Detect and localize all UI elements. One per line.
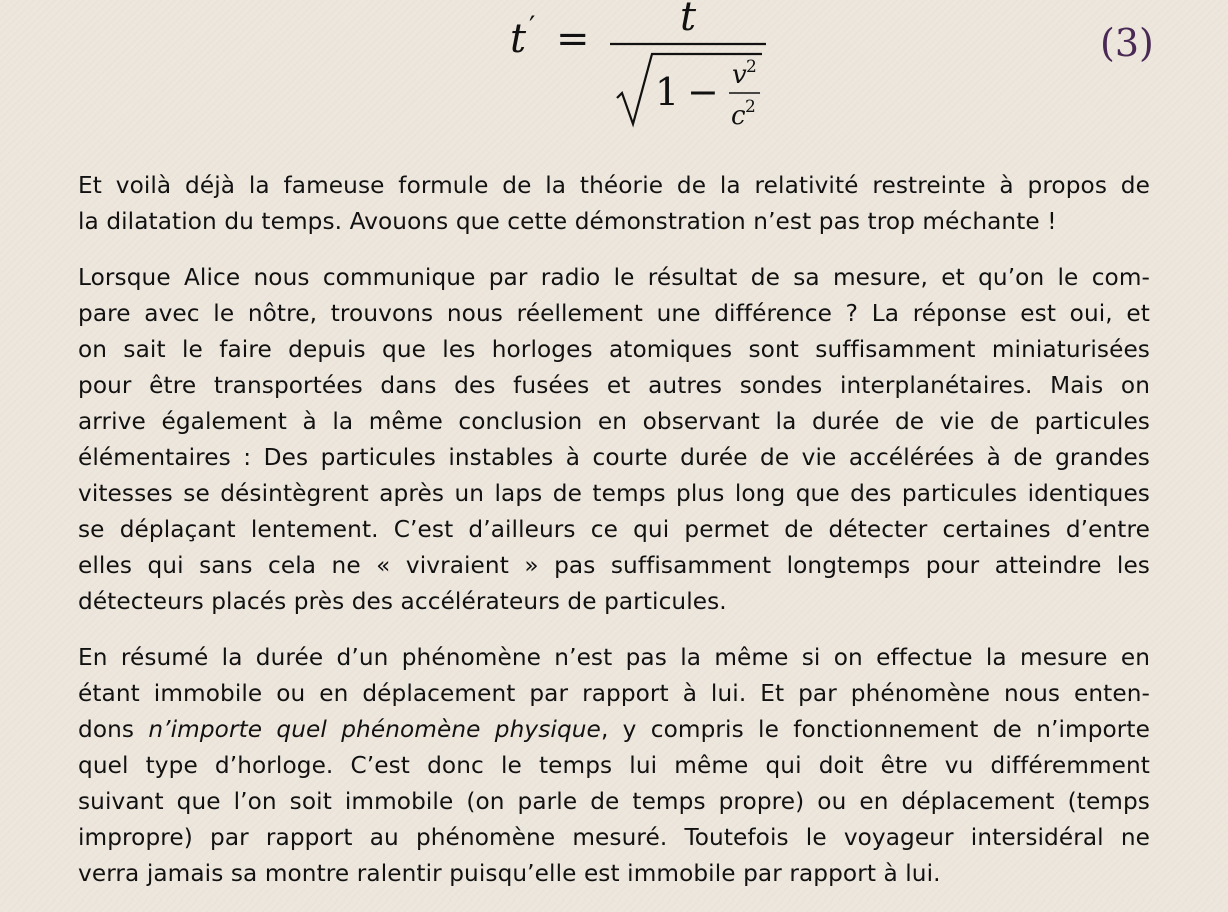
text-line: quel type d’horloge. C’est donc le temps lui même qui doit être vu différemment xyxy=(78,752,1150,779)
text-fragment: dons xyxy=(78,716,149,743)
eq-minus: − xyxy=(687,70,719,114)
paragraph-3 xyxy=(78,640,1150,892)
eq-inner-numerator: v xyxy=(732,60,747,90)
paragraph-2 xyxy=(78,260,1150,620)
text-fragment: , y compris le fonctionnement de n’importe xyxy=(600,716,1150,743)
paragraph-1 xyxy=(78,168,1150,240)
text-line: étant immobile ou en déplacement par rapport à lui. Et par phénomène nous enten- xyxy=(78,680,1150,707)
text-line: arrive également à la même conclusion en observant la durée de vie de particules xyxy=(78,408,1150,435)
text-line-with-emphasis xyxy=(78,712,1150,748)
text-line: Et voilà déjà la fameuse formule de la théorie de la relativité restreinte à propos de xyxy=(78,172,1150,199)
text-line: elles qui sans cela ne « vivraient » pas suffisamment longtemps pour atteindre les xyxy=(78,552,1150,579)
eq-numerator: t xyxy=(680,0,697,40)
text-line: impropre) par rapport au phénomène mesuré. Toutefois le voyageur intersidéral ne xyxy=(78,824,1150,851)
text-line: la dilatation du temps. Avouons que cette démonstration n’est pas trop méchante ! xyxy=(78,208,1057,235)
eq-equals: = xyxy=(556,16,590,62)
eq-prime: ′ xyxy=(529,10,536,43)
text-line: pour être transportées dans des fusées et autres sondes interplanétaires. Mais on xyxy=(78,372,1150,399)
text-line: pare avec le nôtre, trouvons nous réellement une différence ? La réponse est oui, et xyxy=(78,300,1150,327)
text-line: on sait le faire depuis que les horloges atomiques sont suffisamment miniaturisées xyxy=(78,336,1150,363)
eq-inner-numerator-exponent: 2 xyxy=(746,57,757,77)
equation-block xyxy=(0,0,1228,140)
text-line: suivant que l’on soit immobile (on parle de temps propre) ou en déplacement (temps xyxy=(78,788,1150,815)
text-line: élémentaires : Des particules instables à courte durée de vie accélérées à de grandes xyxy=(78,444,1150,471)
eq-inner-denominator-exponent: 2 xyxy=(745,97,756,117)
eq-one: 1 xyxy=(655,70,680,114)
text-line: Lorsque Alice nous communique par radio le résultat de sa mesure, et qu’on le com- xyxy=(78,264,1150,291)
eq-inner-denominator: c xyxy=(731,101,746,131)
equation-svg xyxy=(0,0,1228,140)
text-line: En résumé la durée d’un phénomène n’est pas la même si on effectue la mesure en xyxy=(78,644,1150,671)
text-line: verra jamais sa montre ralentir puisqu’elle est immobile par rapport à lui. xyxy=(78,860,941,887)
eq-lhs: t xyxy=(510,16,527,62)
emphasized-text: n’importe quel phénomène physique xyxy=(148,716,601,743)
equation-number: (3) xyxy=(1100,21,1154,65)
text-line: vitesses se désintègrent après un laps de temps plus long que des particules identiques xyxy=(78,480,1150,507)
text-line: se déplaçant lentement. C’est d’ailleurs ce qui permet de détecter certaines d’entre xyxy=(78,516,1150,543)
text-line: détecteurs placés près des accélérateurs de particules. xyxy=(78,588,727,615)
document-body xyxy=(78,168,1150,912)
